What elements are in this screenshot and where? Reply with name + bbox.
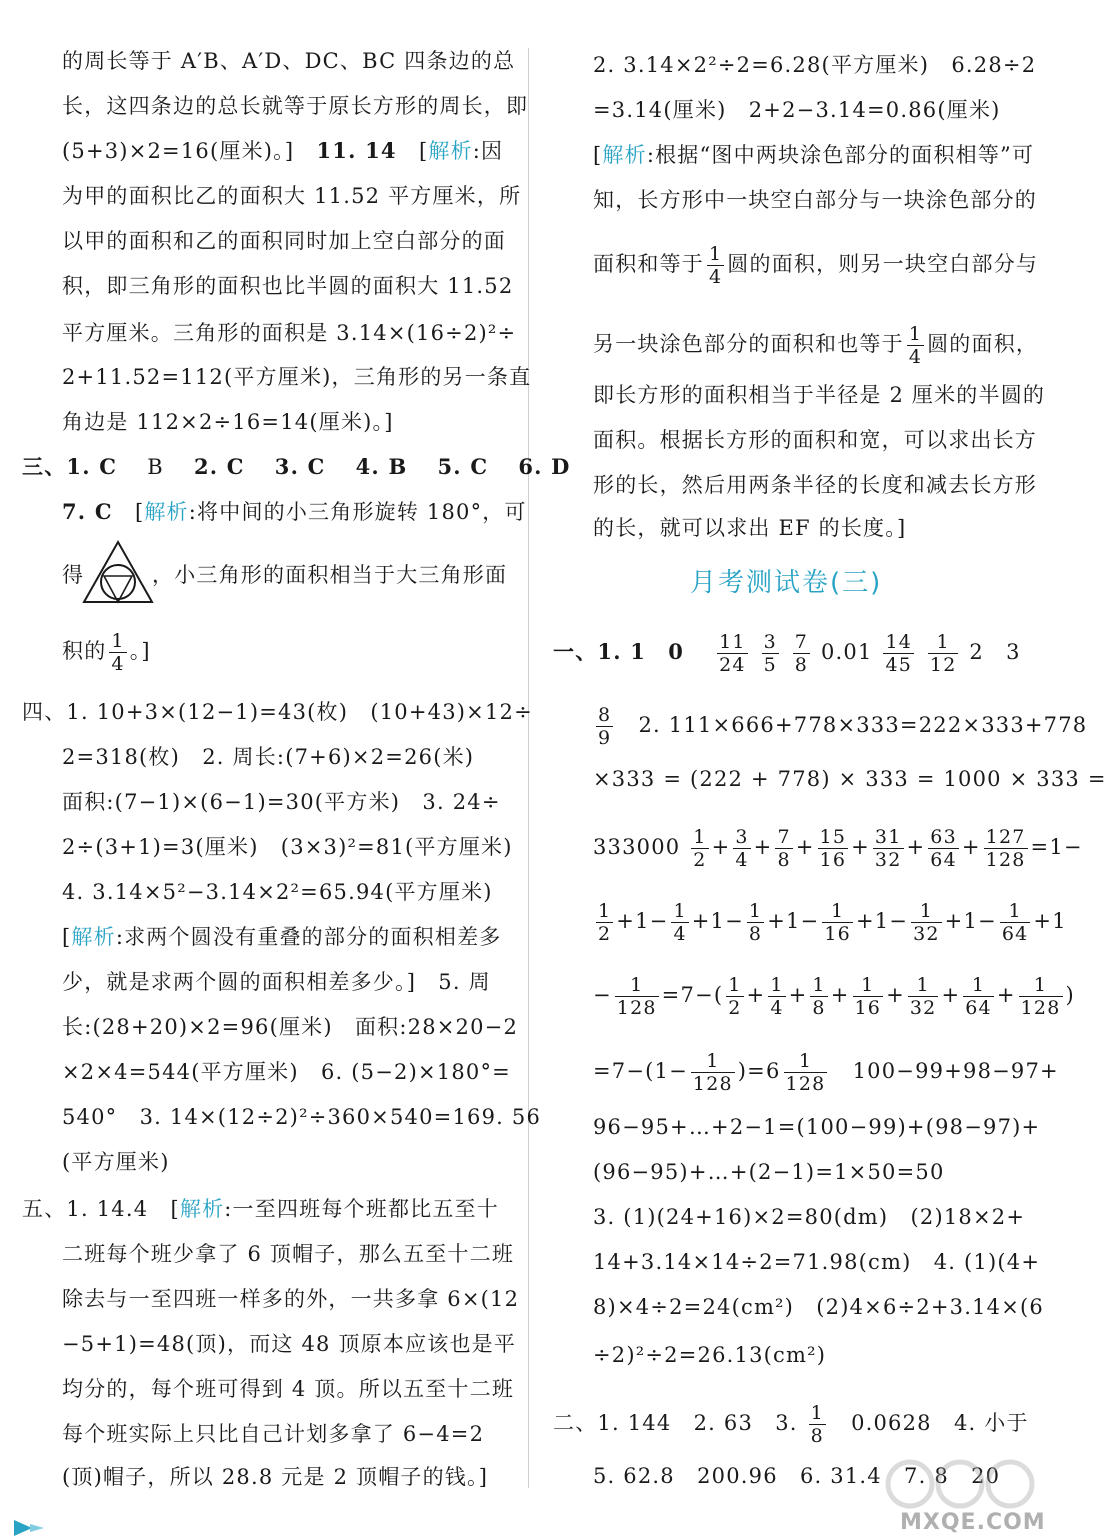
text-line: ÷2)²÷2=26.13(cm²) [593, 1343, 827, 1367]
text-line: 2÷(3+1)=3(厘米) (3×3)²=81(平方厘米) [62, 835, 513, 859]
answer: 7. C [62, 499, 113, 524]
fraction: $\frac{11}{24}$ [719, 631, 746, 676]
answer: 6. D [518, 454, 571, 479]
analysis-tag: 解析 [179, 1197, 225, 1221]
text-span: 圆的面积， [927, 332, 1039, 356]
fraction: $\frac{8}{9}$ [598, 704, 612, 749]
text-span: 2 3 [969, 640, 1021, 664]
text-span: 0.01 [820, 640, 873, 664]
text-line [593, 974, 1075, 1019]
fraction: $\frac{63}{64}$ [930, 826, 957, 871]
page-corner-arrow-icon [14, 1520, 54, 1536]
text-line: 为甲的面积比乙的面积大 11.52 平方厘米，所 [62, 184, 522, 208]
op: + [795, 835, 815, 859]
text-line: 14+3.14×14÷2=71.98(cm) 4. (1)(4+ [593, 1250, 1041, 1274]
text-line: 少，就是求两个圆的面积相差多少。] 5. 周 [62, 970, 491, 994]
answer: 三、1. C [22, 454, 118, 479]
text-line: 均分的，每个班可得到 4 顶。所以五至十二班 [62, 1377, 515, 1401]
fraction: $\frac{1}{4}$ [770, 974, 784, 1019]
fraction: $\frac{1}{128}$ [1020, 974, 1061, 1019]
text-line [593, 323, 1038, 368]
text-span: 333000 [593, 835, 681, 859]
fraction: $\frac{3}{4}$ [735, 826, 749, 871]
text-span: 2. 111×666+778×333=222×333+778 [638, 713, 1088, 737]
bracket: [ [418, 139, 429, 163]
text-line: 即长方形的面积相当于半径是 2 厘米的半圆的 [593, 383, 1046, 407]
text-line: 平方厘米。三角形的面积是 3.14×(16÷2)²÷ [62, 321, 517, 345]
text-line: 4. 3.14×5²−3.14×2²=65.94(平方厘米) [62, 880, 493, 904]
analysis-tag: 解析 [602, 143, 647, 167]
op: + [906, 835, 926, 859]
fraction: $\frac{1}{16}$ [854, 974, 882, 1019]
text-span: :因 [472, 139, 504, 163]
text-span: 0.0628 4. 小于 [851, 1411, 1029, 1435]
text-span: :根据“图中两块涂色部分的面积相等”可 [646, 143, 1035, 167]
text-span: 一、1. 1 0 [553, 639, 685, 664]
text-line [593, 1050, 1059, 1095]
op: +1− [767, 909, 820, 933]
fraction: $\frac{14}{45}$ [885, 631, 913, 676]
fraction: $\frac{1}{128}$ [785, 1050, 826, 1095]
text-span: 圆的面积，则另一块空白部分与 [727, 252, 1039, 276]
text-line: 96−95+…+2−1=(100−99)+(98−97)+ [593, 1115, 1041, 1139]
text-span: :求两个圆没有重叠的部分的面积相差多 [115, 925, 502, 949]
text-line [62, 497, 527, 527]
text-line [593, 243, 1038, 288]
analysis-tag: 解析 [428, 139, 473, 163]
text-line [22, 1194, 499, 1224]
text-line: 5. 62.8 200.96 6. 31.4 7. 8 20 [593, 1464, 1001, 1488]
text-line: 积，即三角形的面积也比半圆的面积大 11.52 [62, 274, 514, 298]
fraction: $\frac{1}{2}$ [693, 826, 707, 871]
section-title: 月考测试卷(三) [690, 568, 883, 598]
fraction: $\frac{3}{5}$ [763, 631, 777, 676]
text-line [593, 140, 1034, 170]
op: + [1033, 909, 1053, 933]
text-line [62, 560, 84, 590]
answer: 3. C [274, 454, 326, 479]
text-line: (96−95)+…+(2−1)=1×50=50 [593, 1160, 945, 1184]
fraction: $\frac{7}{8}$ [777, 826, 791, 871]
fraction: $\frac{1}{64}$ [965, 974, 992, 1019]
text-line: ×333 = (222 + 778) × 333 = 1000 × 333 = [593, 767, 1107, 791]
fraction: $\frac{15}{16}$ [819, 826, 847, 871]
question-number: 11. 14 [316, 138, 397, 163]
text-line: 8)×4÷2=24(cm²) (2)4×6÷2+3.14×(6 [593, 1295, 1044, 1319]
text-span: 得 [62, 563, 85, 587]
text-line: (平方厘米) [62, 1150, 170, 1174]
text-line: 2. 3.14×2²÷2=6.28(平方厘米) 6.28÷2 [593, 53, 1037, 77]
fraction: $\frac{1}{4}$ [709, 243, 723, 288]
answer: 4. B [355, 454, 408, 479]
fraction: $\frac{127}{128}$ [985, 826, 1026, 871]
text-span: 100−99+98−97+ [852, 1059, 1059, 1083]
text-span: =7−( [661, 983, 724, 1007]
op: + [711, 835, 731, 859]
text-line [593, 704, 1087, 749]
text-line: 2=318(枚) 2. 周长:(7+6)×2=26(米) [62, 745, 475, 769]
fraction: $\frac{1}{4}$ [908, 323, 923, 368]
text-line: 知，长方形中一块空白部分与一块涂色部分的 [593, 188, 1037, 212]
text-span: 五、1. 14.4 [ [22, 1197, 180, 1221]
answer: 5. C [437, 454, 489, 479]
op: + [788, 983, 808, 1007]
text-line: 面积。根据长方形的面积和宽，可以求出长方 [593, 428, 1037, 452]
op: − [593, 983, 612, 1007]
fraction: $\frac{1}{8}$ [748, 900, 763, 945]
analysis-tag: 解析 [71, 925, 116, 949]
text-span: =1− [1030, 835, 1083, 859]
op: + [830, 983, 850, 1007]
text-line [62, 136, 503, 166]
fraction: $\frac{1}{2}$ [728, 974, 742, 1019]
op: + [746, 983, 766, 1007]
text-span: (5+3)×2=16(厘米)。] [62, 139, 295, 163]
bracket: [ [134, 500, 145, 524]
op: +1− [855, 909, 909, 933]
text-line: 长:(28+20)×2=96(厘米) 面积:28×20−2 [62, 1015, 519, 1039]
text-span: 二、1. 144 2. 63 3. [553, 1411, 798, 1435]
fraction: $\frac{1}{8}$ [810, 1402, 824, 1447]
op: + [753, 835, 773, 859]
text-line: 540° 3. 14×(12÷2)²÷360×540=169. 56 [62, 1105, 542, 1129]
text-line: 四、1. 10+3×(12−1)=43(枚) (10+43)×12÷ [22, 700, 533, 724]
text-line: $\frac{1}{2}$ +1− $\frac{1}{4}$ +1− $\frac{1}{8}$ +1− $\frac{1}{16}$ +1− $\frac{1}{32}$ +1− $\frac{1}{64}$ +1 [598, 900, 1067, 945]
op: +1− [944, 909, 997, 933]
text-line: 二班每个班少拿了 6 顶帽子，那么五至十二班 [62, 1242, 515, 1266]
text-line: ×2×4=544(平方厘米) 6. (5−2)×180°= [62, 1060, 511, 1084]
answer: 2. C [193, 454, 245, 479]
text-span: )=6 [737, 1059, 781, 1083]
fraction: $\frac{1}{4}$ [673, 900, 687, 945]
watermark-text: MXQE.COM [900, 1510, 1046, 1535]
text-line [62, 922, 502, 952]
text-span: 积的 [62, 639, 107, 663]
fraction: $\frac{1}{12}$ [929, 631, 957, 676]
fraction: $\frac{1}{32}$ [909, 974, 937, 1019]
fraction: $\frac{1}{16}$ [824, 900, 851, 945]
text-span: 面积和等于 [593, 252, 704, 276]
text-line: 的周长等于 A′B、A′D、DC、BC 四条边的总 [62, 49, 516, 73]
fraction: $\frac{1}{128}$ [616, 974, 657, 1019]
answer: B [147, 455, 164, 479]
text-line: 形的长，然后用两条半径的长度和减去长方形 [593, 473, 1037, 497]
text-line [553, 631, 1021, 676]
bracket: [ [593, 143, 603, 167]
fraction: $\frac{1}{2}$ [598, 900, 612, 945]
column-divider [528, 48, 529, 1488]
text-line: =3.14(厘米) 2+2−3.14=0.86(厘米) [593, 98, 1001, 122]
op: + [996, 983, 1016, 1007]
text-line: (顶)帽子，所以 28.8 元是 2 顶帽子的钱。] [62, 1465, 489, 1489]
text-line: 的长，就可以求出 EF 的长度。] [593, 516, 907, 540]
text-line: ，小三角形的面积相当于大三角形面 [152, 563, 508, 587]
text-line: 2+11.52=112(平方厘米)，三角形的另一条直 [62, 365, 532, 389]
fraction: $\frac{1}{8}$ [812, 974, 826, 1019]
text-line: 每个班实际上只比自己计划多拿了 6−4=2 [62, 1422, 485, 1446]
text-span: :一至四班每个班都比五至十 [224, 1197, 499, 1221]
fraction: $\frac{1}{64}$ [1001, 900, 1029, 945]
text-line: 除去与一至四班一样多的外，一共多拿 6×(12 [62, 1287, 520, 1311]
fraction: $\frac{31}{32}$ [874, 826, 902, 871]
text-line [593, 826, 1083, 871]
op: + [851, 835, 870, 859]
text-span: :将中间的小三角形旋转 180°，可 [188, 500, 527, 524]
analysis-tag: 解析 [144, 500, 189, 524]
triangle-circle-figure [82, 540, 154, 606]
op: + [941, 983, 961, 1007]
text-line [553, 1402, 1029, 1447]
text-span: 。] [129, 639, 151, 663]
fraction: $\frac{1}{4}$ [111, 630, 125, 675]
op: + [886, 983, 905, 1007]
text-line [62, 630, 151, 675]
fraction: $\frac{1}{32}$ [913, 900, 940, 945]
text-span: =7−(1− [593, 1059, 688, 1083]
text-line: 面积:(7−1)×(6−1)=30(平方米) 3. 24÷ [62, 790, 501, 814]
op: +1− [691, 909, 744, 933]
text-line: 以甲的面积和乙的面积同时加上空白部分的面 [62, 229, 506, 253]
text-line: 角边是 112×2÷16=14(厘米)。] [62, 410, 394, 434]
op: +1− [616, 909, 669, 933]
bracket: [ [62, 925, 72, 949]
text-line: 3. (1)(24+16)×2=80(dm) (2)18×2+ [593, 1205, 1026, 1229]
text-span: ) [1065, 983, 1075, 1007]
fraction: $\frac{7}{8}$ [794, 631, 809, 676]
fraction: $\frac{1}{128}$ [692, 1050, 733, 1095]
text-line: 长，这四条边的总长就等于原长方形的周长，即 [62, 94, 529, 118]
text-line: −5+1)=48(顶)，而这 48 顶原本应该也是平 [62, 1332, 517, 1356]
text-span: 另一块涂色部分的面积和也等于 [593, 332, 904, 356]
op: + [961, 835, 981, 859]
section-3-answers [22, 452, 571, 482]
